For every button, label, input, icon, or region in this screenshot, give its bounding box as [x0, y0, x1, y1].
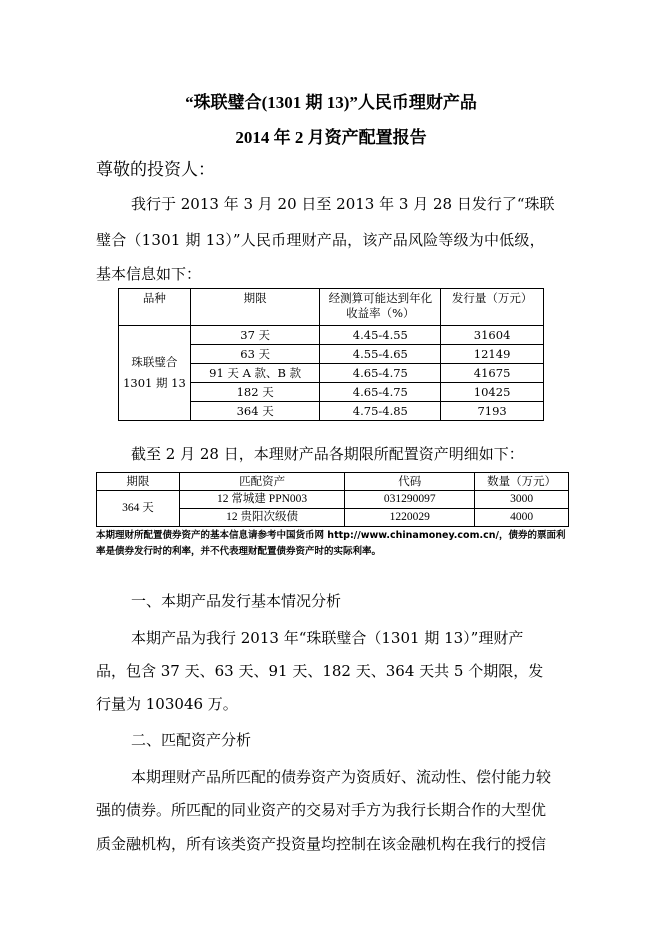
code-cell: 1220029 — [345, 509, 475, 527]
table-row — [119, 326, 544, 345]
section1-line-1: 本期产品为我行 2013 年“珠联璧合（1301 期 13）”理财产 — [131, 629, 524, 647]
footnote — [96, 528, 570, 560]
footnote-line2: 率是债券发行时的利率，并不代表理财配置债券资产时的实际利率。 — [96, 546, 382, 557]
yield-cell: 4.55-4.65 — [320, 345, 441, 364]
term-cell: 91 天 A 款、B 款 — [190, 364, 320, 383]
amount-cell: 12149 — [441, 345, 544, 364]
report-title-line1: “珠联璧合(1301 期 13)”人民币理财产品 — [185, 93, 477, 112]
footnote-line1: 本期理财所配置债券资产的基本信息请参考中国货币网 http://www.chinamoney.com.cn/，债券的票面利 — [96, 530, 566, 541]
yield-cell: 4.65-4.75 — [320, 383, 441, 402]
term-cell: 364 天 — [190, 402, 320, 421]
header-amount: 发行量（万元） — [441, 289, 544, 326]
greeting: 尊敬的投资人： — [96, 160, 215, 180]
term-cell: 63 天 — [190, 345, 320, 364]
header-yield: 经测算可能达到年化收益率（%） — [320, 289, 441, 326]
amount-cell: 7193 — [441, 402, 544, 421]
code-cell: 031290097 — [345, 491, 475, 509]
header-term: 期限 — [190, 289, 320, 326]
amount-cell: 3000 — [475, 491, 569, 509]
intro-line-1: 我行于 2013 年 3 月 20 日至 2013 年 3 月 28 日发行了“珠联 — [131, 195, 555, 213]
term-cell: 37 天 — [190, 326, 320, 345]
asset-cell: 12 贵阳次级债 — [179, 509, 345, 527]
assets-intro: 截至 2 月 28 日，本理财产品各期限所配置资产明细如下： — [131, 445, 524, 463]
intro-line-3: 基本信息如下： — [96, 265, 202, 283]
section1-line-3: 行量为 103046 万。 — [96, 695, 238, 713]
asset-cell: 12 常城建 PPN003 — [179, 491, 345, 509]
section2-line-3: 质金融机构，所有该类资产投资量均控制在该金融机构在我行的授信 — [96, 835, 547, 853]
header-product: 品种 — [119, 289, 191, 326]
header-term: 期限 — [97, 473, 180, 491]
section1-heading: 一、本期产品发行基本情况分析 — [131, 592, 342, 610]
header-asset: 匹配资产 — [179, 473, 345, 491]
product-info-table — [118, 288, 544, 421]
table-row — [97, 491, 569, 509]
section2-line-1: 本期理财产品所匹配的债券资产为资质好、流动性、偿付能力较 — [131, 768, 552, 786]
table-header-row — [97, 473, 569, 491]
header-code: 代码 — [345, 473, 475, 491]
term-cell: 182 天 — [190, 383, 320, 402]
yield-cell: 4.65-4.75 — [320, 364, 441, 383]
yield-cell: 4.45-4.55 — [320, 326, 441, 345]
product-name-line1: 珠联璧合 — [131, 355, 178, 369]
yield-cell: 4.75-4.85 — [320, 402, 441, 421]
table-header-row — [119, 289, 544, 326]
asset-allocation-table — [96, 472, 569, 527]
report-title-line2: 2014 年 2 月资产配置报告 — [235, 128, 427, 147]
asset-term-cell: 364 天 — [97, 491, 180, 527]
amount-cell: 10425 — [441, 383, 544, 402]
amount-cell: 41675 — [441, 364, 544, 383]
product-name-cell — [119, 326, 191, 421]
section2-line-2: 强的债券。所匹配的同业资产的交易对手方为我行长期合作的大型优 — [96, 801, 547, 819]
section2-heading: 二、匹配资产分析 — [131, 731, 252, 749]
product-name-line2: 1301 期 13 — [123, 376, 186, 390]
amount-cell: 4000 — [475, 509, 569, 527]
amount-cell: 31604 — [441, 326, 544, 345]
section1-line-2: 品，包含 37 天、63 天、91 天、182 天、364 天共 5 个期限，发 — [96, 662, 544, 680]
header-amount: 数量（万元） — [475, 473, 569, 491]
intro-line-2: 璧合（1301 期 13）”人民币理财产品，该产品风险等级为中低级， — [96, 231, 545, 249]
